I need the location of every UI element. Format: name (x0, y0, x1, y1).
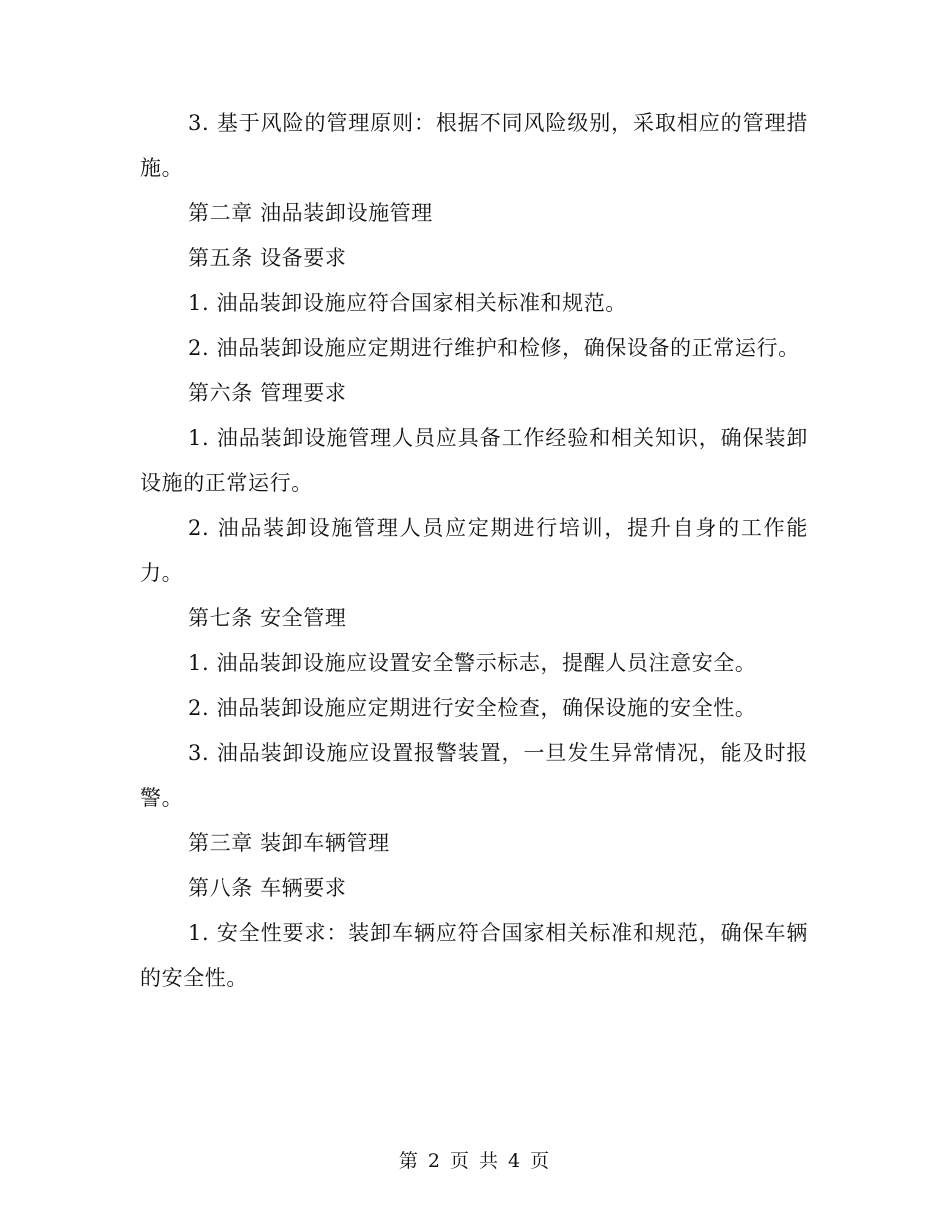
paragraph: 2. 油品装卸设施应定期进行安全检查，确保设施的安全性。 (188, 696, 757, 720)
article-heading: 第五条 设备要求 (188, 246, 347, 270)
paragraph: 2. 油品装卸设施管理人员应定期进行培训，提升自身的工作能力。 (140, 516, 808, 585)
paragraph: 1. 油品装卸设施应设置安全警示标志，提醒人员注意安全。 (188, 651, 757, 675)
paragraph: 3. 基于风险的管理原则：根据不同风险级别，采取相应的管理措施。 (140, 111, 808, 180)
article-heading: 第七条 安全管理 (188, 606, 347, 630)
paragraph: 1. 油品装卸设施管理人员应具备工作经验和相关知识，确保装卸设施的正常运行。 (140, 426, 808, 495)
paragraph: 2. 油品装卸设施应定期进行维护和检修，确保设备的正常运行。 (188, 336, 800, 360)
page-number-footer: 第 2 页 共 4 页 (398, 1150, 552, 1172)
chapter-heading: 第三章 装卸车辆管理 (188, 831, 390, 855)
paragraph: 1. 油品装卸设施应符合国家相关标准和规范。 (188, 291, 627, 315)
article-heading: 第六条 管理要求 (188, 381, 347, 405)
article-heading: 第八条 车辆要求 (188, 876, 347, 900)
document-body (140, 101, 808, 1001)
chapter-heading: 第二章 油品装卸设施管理 (188, 201, 433, 225)
paragraph: 3. 油品装卸设施应设置报警装置，一旦发生异常情况，能及时报警。 (140, 741, 808, 810)
paragraph: 1. 安全性要求：装卸车辆应符合国家相关标准和规范，确保车辆的安全性。 (140, 921, 808, 990)
